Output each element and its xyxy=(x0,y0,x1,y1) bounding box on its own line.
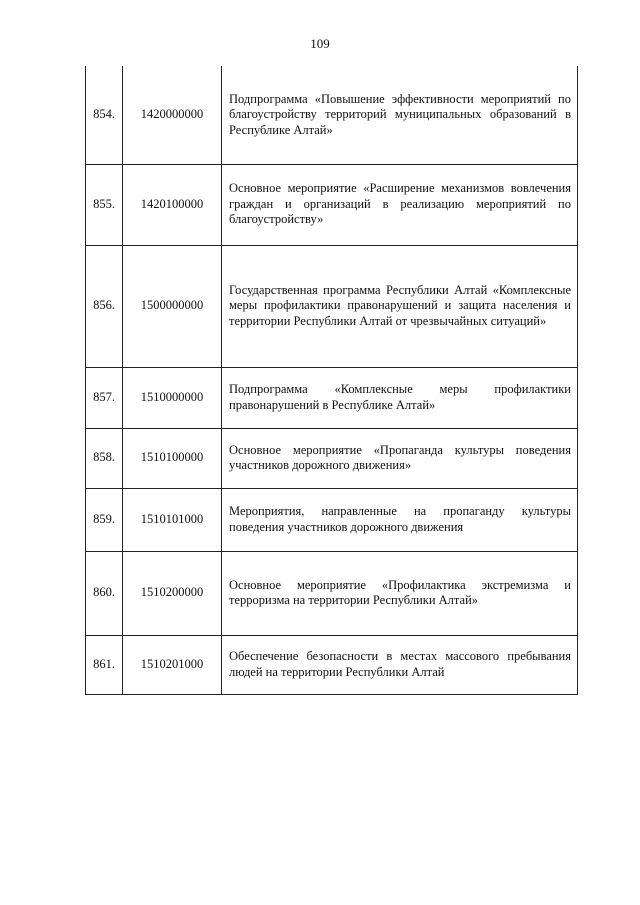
row-description: Основное мероприятие «Пропаганда культуры поведения участников дорожного движения» xyxy=(222,428,578,488)
table-row xyxy=(86,245,578,367)
row-code: 1510100000 xyxy=(123,428,222,488)
row-number: 861. xyxy=(86,635,123,694)
row-description: Государственная программа Республики Алтай «Комплексные меры профилактики правонарушений и защита населения и территории Республики Алтай от чрезвычайных ситуаций» xyxy=(222,245,578,367)
row-code: 1420100000 xyxy=(123,164,222,245)
row-number: 857. xyxy=(86,367,123,428)
table-row xyxy=(86,367,578,428)
table-row xyxy=(86,164,578,245)
row-description: Подпрограмма «Комплексные меры профилактики правонарушений в Республике Алтай» xyxy=(222,367,578,428)
row-number: 854. xyxy=(86,66,123,164)
row-number: 855. xyxy=(86,164,123,245)
row-description: Мероприятия, направленные на пропаганду культуры поведения участников дорожного движения xyxy=(222,488,578,551)
row-number: 859. xyxy=(86,488,123,551)
table-row xyxy=(86,551,578,635)
row-code: 1510201000 xyxy=(123,635,222,694)
row-number: 856. xyxy=(86,245,123,367)
row-code: 1510000000 xyxy=(123,367,222,428)
row-number: 860. xyxy=(86,551,123,635)
row-description: Основное мероприятие «Расширение механизмов вовлечения граждан и организаций в реализацию мероприятий по благоустройству» xyxy=(222,164,578,245)
row-code: 1500000000 xyxy=(123,245,222,367)
row-code: 1510101000 xyxy=(123,488,222,551)
table-row xyxy=(86,66,578,164)
row-description: Подпрограмма «Повышение эффективности мероприятий по благоустройству территорий муниципальных образований в Республике Алтай» xyxy=(222,66,578,164)
table-row xyxy=(86,428,578,488)
page-number: 109 xyxy=(310,36,330,51)
row-number: 858. xyxy=(86,428,123,488)
table-row xyxy=(86,488,578,551)
row-code: 1420000000 xyxy=(123,66,222,164)
row-code: 1510200000 xyxy=(123,551,222,635)
row-description: Обеспечение безопасности в местах массового пребывания людей на территории Республики Алтай xyxy=(222,635,578,694)
row-description: Основное мероприятие «Профилактика экстремизма и терроризма на территории Республики Алтай» xyxy=(222,551,578,635)
budget-classification-table xyxy=(85,66,578,695)
table-row xyxy=(86,635,578,694)
